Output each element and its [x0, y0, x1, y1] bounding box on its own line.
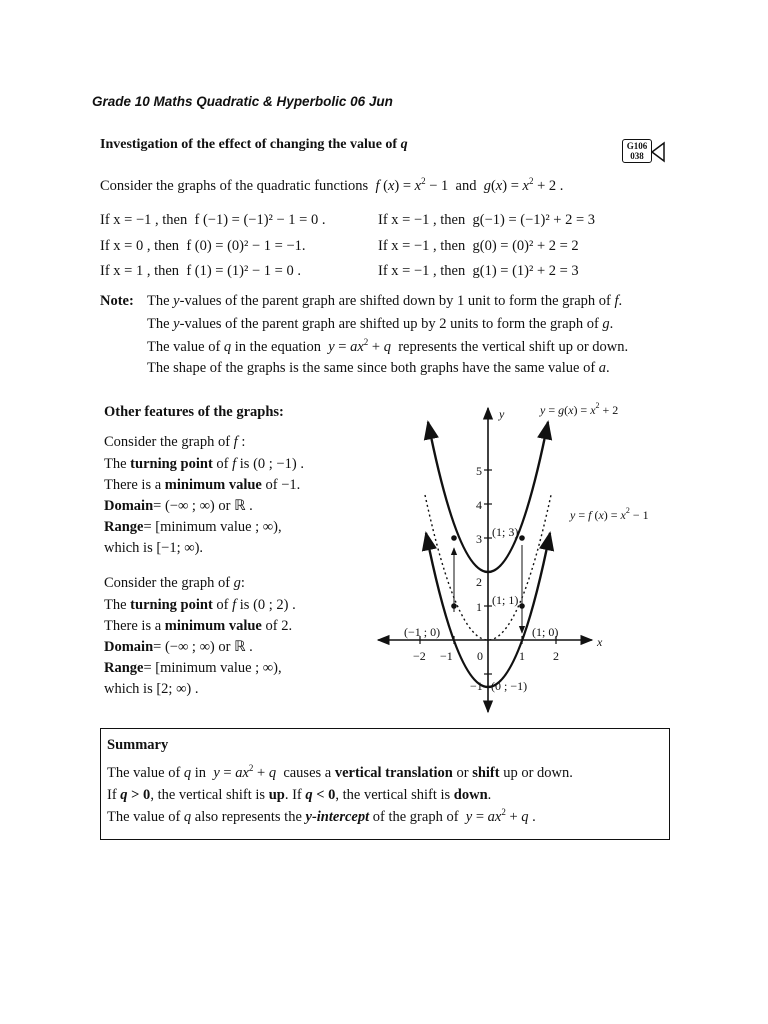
f-row-2: If x = 0 , then f (0) = (0)² − 1 = −1.: [100, 238, 306, 254]
note-line-1: The y-values of the parent graph are shifted down by 1 unit to form the graph of f.: [147, 293, 623, 309]
point-label: (1; 3): [492, 525, 519, 539]
g-range: Range= [minimum value ; ∞),: [104, 660, 282, 676]
badge-line-2: 038: [630, 151, 644, 161]
g-function-label: $y = g(x) = x^2 + 2$: [540, 401, 619, 417]
x-tick-label: 1: [519, 649, 525, 663]
g-row-3: If x = −1 , then g(1) = (1)² + 2 = 3: [378, 263, 579, 279]
g-domain: Domain= (−∞ ; ∞) or ℝ .: [104, 639, 253, 655]
g-range-value: which is [2; ∞) .: [104, 681, 199, 697]
g-consider: Consider the graph of g:: [104, 575, 245, 591]
f-domain: Domain= (−∞ ; ∞) or ℝ .: [104, 498, 253, 514]
y-tick-label: 1: [476, 600, 482, 614]
point-label: (1; 1): [492, 593, 519, 607]
video-badge[interactable]: [622, 139, 652, 163]
f-minimum: There is a minimum value of −1.: [104, 477, 301, 493]
y-tick-label: 5: [476, 464, 482, 478]
point-label: (−1 ; 0): [404, 625, 441, 639]
x-tick-label: 0: [477, 649, 483, 663]
x-tick-label: −2: [413, 649, 426, 663]
g-row-1: If x = −1 , then g(−1) = (−1)² + 2 = 3: [378, 212, 596, 228]
y-tick-label: 2: [476, 575, 482, 589]
summary-box: [100, 728, 670, 840]
x-tick-label: −1: [440, 649, 453, 663]
summary-line-2: If q > 0, the vertical shift is up. If q < 0, the vertical shift is down.: [107, 787, 492, 803]
parabola-graph: [370, 395, 680, 720]
y-tick-label: −1: [470, 679, 483, 693]
g-row-2: If x = −1 , then g(0) = (0)² + 2 = 2: [378, 238, 579, 254]
y-tick-label: 4: [476, 498, 482, 512]
f-consider: Consider the graph of f :: [104, 434, 246, 450]
g-turning-point: The turning point of f is (0 ; 2) .: [104, 597, 296, 613]
summary-line-1: The value of q in $y = ax^2 + q$ causes a vertical translation or shift up or down.: [107, 763, 573, 781]
section-title: Investigation of the effect of changing the value of q: [100, 137, 408, 152]
f-function-label: y = f $(x) = x^2 - 1$: [570, 506, 649, 522]
summary-line-3: The value of q also represents the y-intercept of the graph of $y = ax^2 + q$ .: [107, 807, 536, 825]
note-line-2: The y-values of the parent graph are shifted up by 2 units to form the graph of g.: [147, 316, 614, 332]
f-row-1: If x = −1 , then f (−1) = (−1)² − 1 = 0 .: [100, 212, 326, 228]
f-range: Range= [minimum value ; ∞),: [104, 519, 282, 535]
f-turning-point: The turning point of f is (0 ; −1) .: [104, 456, 304, 472]
g-minimum: There is a minimum value of 2.: [104, 618, 293, 634]
point-label: (1; 0): [532, 625, 559, 639]
features-heading: Other features of the graphs:: [104, 404, 284, 420]
x-axis-label: x: [597, 635, 603, 649]
y-tick-label: 3: [476, 532, 482, 546]
note-line-3: The value of q in the equation $y = ax^2 + q$ represents the vertical shift up or down.: [147, 337, 629, 355]
f-row-3: If x = 1 , then f (1) = (1)² − 1 = 0 .: [100, 263, 301, 279]
intro-line: Consider the graphs of the quadratic functions f $(x) = x^2 - 1$ and $g(x) = x^2 + 2$ .: [100, 176, 564, 194]
note-line-4: The shape of the graphs is the same since both graphs have the same value of a.: [147, 360, 610, 376]
note-label: Note:: [100, 293, 134, 309]
summary-title: Summary: [107, 737, 169, 753]
f-range-value: which is [−1; ∞).: [104, 540, 204, 556]
document-header: Grade 10 Maths Quadratic & Hyperbolic 06 Jun: [92, 94, 393, 109]
x-tick-label: 2: [553, 649, 559, 663]
badge-line-1: G106: [626, 141, 648, 151]
point-label: (0 ; −1): [491, 679, 528, 693]
video-camera-icon[interactable]: [651, 141, 665, 163]
y-axis-label: y: [499, 407, 505, 421]
